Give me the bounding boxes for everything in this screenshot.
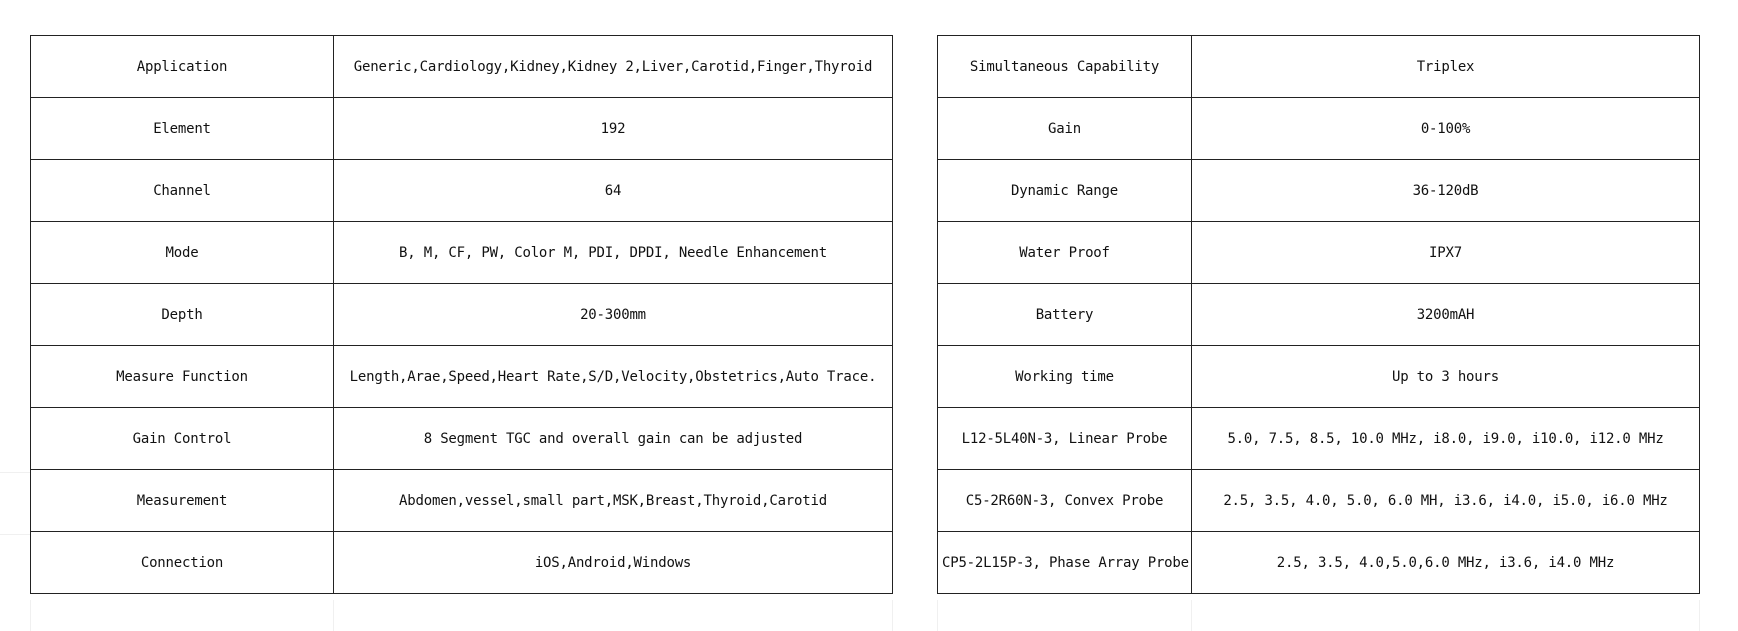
spec-value: Triplex [1192, 36, 1700, 98]
spec-value: 2.5, 3.5, 4.0, 5.0, 6.0 MH, i3.6, i4.0, i5.0, i6.0 MHz [1192, 470, 1700, 532]
table-row [938, 470, 1700, 532]
table-row [938, 222, 1700, 284]
table-row [938, 160, 1700, 222]
spec-label: Application [31, 36, 334, 98]
spec-label: C5-2R60N-3, Convex Probe [938, 470, 1192, 532]
spec-value: 192 [334, 98, 893, 160]
table-row [31, 346, 893, 408]
ghost-line [1699, 600, 1700, 631]
spec-label: Connection [31, 532, 334, 594]
table-row [31, 222, 893, 284]
spec-value: 3200mAH [1192, 284, 1700, 346]
spec-label: Battery [938, 284, 1192, 346]
table-row [31, 98, 893, 160]
table-row [938, 532, 1700, 594]
spec-label: Measure Function [31, 346, 334, 408]
ghost-line [1191, 600, 1192, 631]
ghost-line [937, 600, 938, 631]
spec-label: L12-5L40N-3, Linear Probe [938, 408, 1192, 470]
spec-value: 0-100% [1192, 98, 1700, 160]
spec-label: Simultaneous Capability [938, 36, 1192, 98]
spec-value: iOS,Android,Windows [334, 532, 893, 594]
spec-value: Length,Arae,Speed,Heart Rate,S/D,Velocity,Obstetrics,Auto Trace. [334, 346, 893, 408]
spec-label: Mode [31, 222, 334, 284]
table-row [938, 346, 1700, 408]
spec-label: Element [31, 98, 334, 160]
spec-value: Up to 3 hours [1192, 346, 1700, 408]
spec-label: CP5-2L15P-3, Phase Array Probe [938, 532, 1192, 594]
spec-table-right [937, 35, 1700, 594]
spec-label: Dynamic Range [938, 160, 1192, 222]
spec-label: Water Proof [938, 222, 1192, 284]
spec-value: 5.0, 7.5, 8.5, 10.0 MHz, i8.0, i9.0, i10.0, i12.0 MHz [1192, 408, 1700, 470]
ghost-line [892, 600, 893, 631]
spec-label: Working time [938, 346, 1192, 408]
spec-label: Depth [31, 284, 334, 346]
table-row [938, 408, 1700, 470]
spec-value: Generic,Cardiology,Kidney,Kidney 2,Liver,Carotid,Finger,Thyroid [334, 36, 893, 98]
table-row [31, 36, 893, 98]
table-row [938, 284, 1700, 346]
ghost-line [0, 472, 30, 473]
table-row [31, 408, 893, 470]
ghost-line [333, 600, 334, 631]
spec-value: 20-300mm [334, 284, 893, 346]
spec-value: IPX7 [1192, 222, 1700, 284]
table-row [938, 36, 1700, 98]
spec-label: Gain Control [31, 408, 334, 470]
table-row [31, 532, 893, 594]
spec-label: Channel [31, 160, 334, 222]
table-row [938, 98, 1700, 160]
table-row [31, 470, 893, 532]
spec-value: 2.5, 3.5, 4.0,5.0,6.0 MHz, i3.6, i4.0 MHz [1192, 532, 1700, 594]
spec-table-left [30, 35, 893, 594]
table-row [31, 284, 893, 346]
table-row [31, 160, 893, 222]
spec-label: Measurement [31, 470, 334, 532]
spec-label: Gain [938, 98, 1192, 160]
ghost-line [0, 534, 30, 535]
spec-value: 36-120dB [1192, 160, 1700, 222]
spec-value: B, M, CF, PW, Color M, PDI, DPDI, Needle Enhancement [334, 222, 893, 284]
spec-value: 8 Segment TGC and overall gain can be adjusted [334, 408, 893, 470]
spec-value: 64 [334, 160, 893, 222]
ghost-line [30, 600, 31, 631]
spec-value: Abdomen,vessel,small part,MSK,Breast,Thyroid,Carotid [334, 470, 893, 532]
